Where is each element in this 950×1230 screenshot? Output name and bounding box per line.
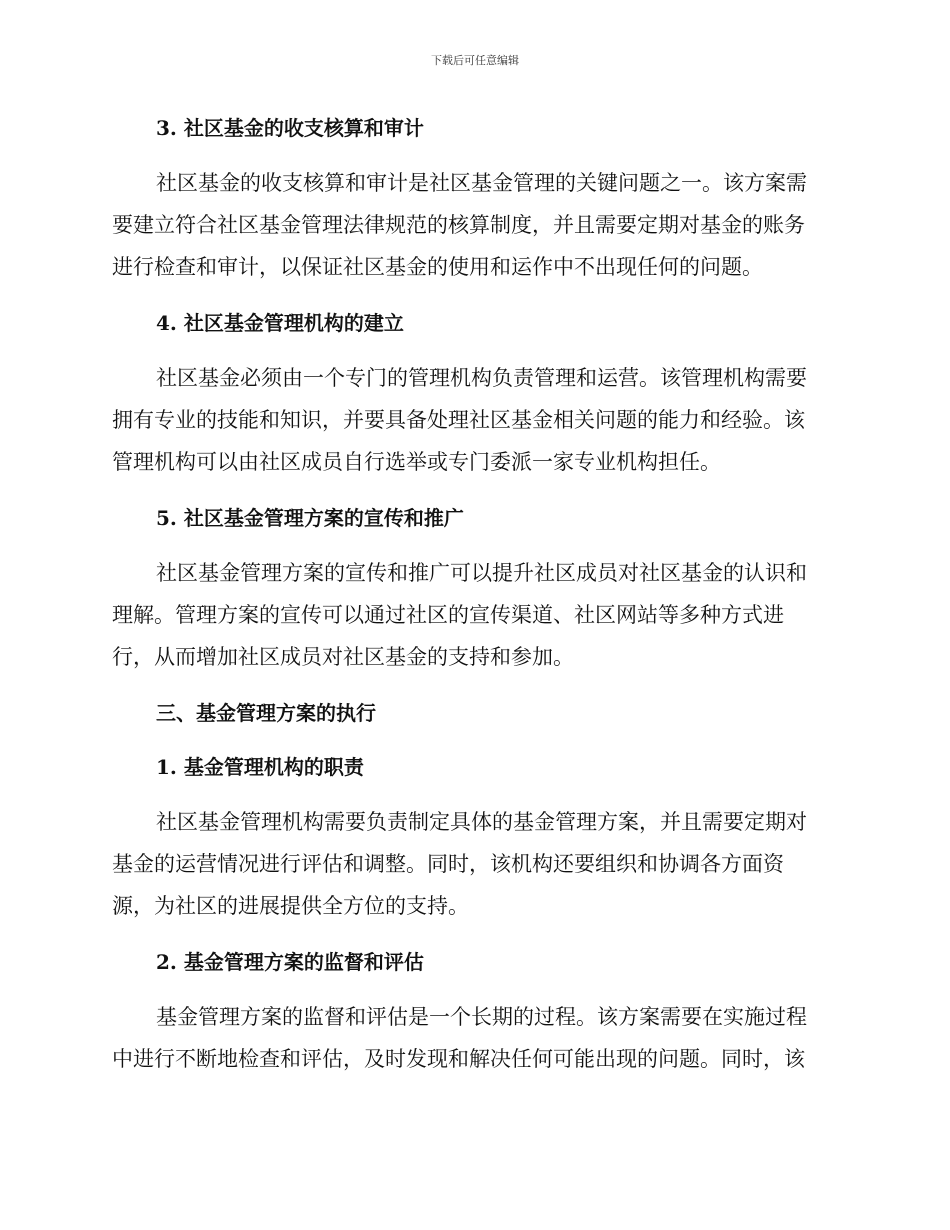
spacer (112, 678, 832, 693)
spacer (112, 927, 832, 942)
chapter-heading: 三、基金管理方案的执行 (156, 701, 376, 725)
paragraph-line: 中进行不断地检查和评估，及时发现和解决任何可能出现的问题。同时，该 (112, 1047, 805, 1071)
section-heading: 2. 基金管理方案的监督和评估 (156, 950, 424, 974)
spacer (112, 148, 832, 162)
section-heading: 4. 社区基金管理机构的建立 (156, 311, 404, 335)
paragraph-line: 源，为社区的进展提供全方位的支持。 (112, 894, 469, 918)
spacer (112, 982, 832, 996)
spacer (112, 733, 832, 747)
paragraph-line: 社区基金必须由一个专门的管理机构负责管理和运营。该管理机构需要 (156, 366, 807, 390)
body-paragraph (112, 552, 832, 678)
spacer (112, 343, 832, 357)
section-heading: 3. 社区基金的收支核算和审计 (156, 116, 424, 140)
spacer (112, 288, 832, 303)
paragraph-line: 社区基金管理方案的宣传和推广可以提升社区成员对社区基金的认识和 (156, 561, 807, 585)
spacer (112, 483, 832, 498)
document-body (112, 108, 832, 1080)
paragraph-line: 拥有专业的技能和知识，并要具备处理社区基金相关问题的能力和经验。该 (112, 408, 805, 432)
page-header-note: 下载后可任意编辑 (431, 54, 519, 67)
paragraph-line: 行，从而增加社区成员对社区基金的支持和参加。 (112, 645, 574, 669)
paragraph-line: 社区基金的收支核算和审计是社区基金管理的关键问题之一。该方案需 (156, 171, 807, 195)
paragraph-line: 理解。管理方案的宣传可以通过社区的宣传渠道、社区网站等多种方式进 (112, 603, 784, 627)
paragraph-line: 社区基金管理机构需要负责制定具体的基金管理方案，并且需要定期对 (156, 810, 807, 834)
body-paragraph (112, 801, 832, 927)
spacer (112, 538, 832, 552)
body-paragraph (112, 162, 832, 288)
spacer (112, 787, 832, 801)
paragraph-line: 基金的运营情况进行评估和调整。同时，该机构还要组织和协调各方面资 (112, 852, 784, 876)
paragraph-line: 管理机构可以由社区成员自行选举或专门委派一家专业机构担任。 (112, 450, 721, 474)
body-paragraph (112, 996, 832, 1080)
section-heading: 5. 社区基金管理方案的宣传和推广 (156, 506, 464, 530)
paragraph-line: 基金管理方案的监督和评估是一个长期的过程。该方案需要在实施过程 (156, 1005, 807, 1029)
paragraph-line: 要建立符合社区基金管理法律规范的核算制度，并且需要定期对基金的账务 (112, 213, 805, 237)
section-heading: 1. 基金管理机构的职责 (156, 755, 364, 779)
paragraph-line: 进行检查和审计，以保证社区基金的使用和运作中不出现任何的问题。 (112, 255, 763, 279)
body-paragraph (112, 357, 832, 483)
